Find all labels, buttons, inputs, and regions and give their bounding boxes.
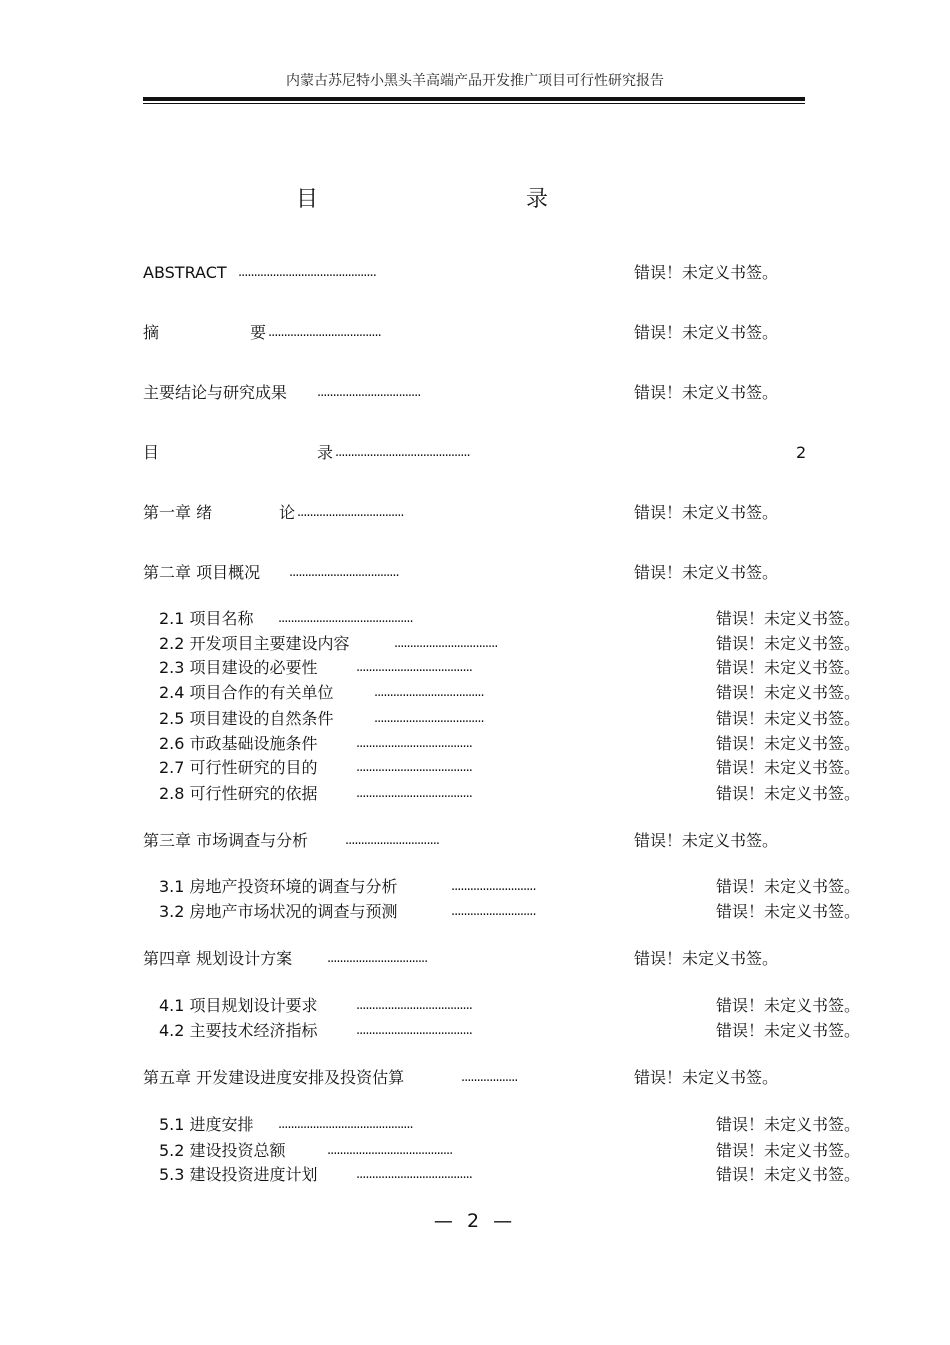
toc-page-ref: 错误！未定义书签。 [634, 503, 779, 522]
toc-leader-dots: ................................... [374, 711, 484, 726]
toc-leader-dots: .................. [461, 1070, 518, 1085]
toc-page-ref: 错误！未定义书签。 [716, 1115, 861, 1134]
toc-leader-dots: ........................................ [327, 1143, 453, 1158]
toc-leader-dots: ................................... [289, 565, 399, 580]
toc-entry-label: 5.2 建设投资总额 [159, 1141, 286, 1160]
header-rule-thick [143, 97, 805, 101]
toc-page-ref: 错误！未定义书签。 [634, 563, 779, 582]
toc-entry-label: 2.8 可行性研究的依据 [159, 784, 318, 803]
toc-entry-label: ABSTRACT [143, 263, 227, 282]
toc-page-ref: 错误！未定义书签。 [634, 1068, 779, 1087]
toc-page-ref: 错误！未定义书签。 [716, 734, 861, 753]
toc-entry-label: 2.2 开发项目主要建设内容 [159, 634, 350, 653]
toc-leader-dots: ..................................... [356, 760, 472, 775]
toc-leader-dots: ..................................... [356, 786, 472, 801]
toc-entry-label: 第四章 规划设计方案 [143, 949, 293, 968]
toc-page-ref: 错误！未定义书签。 [716, 902, 861, 921]
toc-entry-label: 5.3 建设投资进度计划 [159, 1165, 318, 1184]
toc-page-ref: 2 [796, 443, 807, 462]
toc-leader-dots: ..................................... [356, 998, 472, 1013]
toc-leader-dots: ..................................... [356, 660, 472, 675]
toc-entry-label: 第五章 开发建设进度安排及投资估算 [143, 1068, 405, 1087]
toc-page-ref: 错误！未定义书签。 [634, 949, 779, 968]
toc-leader-dots: ................................... [374, 685, 484, 700]
toc-entry-label: 主要结论与研究成果 [143, 383, 288, 402]
toc-leader-dots: ..................................... [356, 1167, 472, 1182]
toc-leader-dots: ........................................... [278, 611, 413, 626]
toc-leader-dots: .............................. [345, 833, 439, 848]
toc-leader-dots: ............................................ [238, 265, 376, 280]
toc-page-ref: 错误！未定义书签。 [716, 996, 861, 1015]
toc-page-ref: 错误！未定义书签。 [634, 831, 779, 850]
toc-page-ref: 错误！未定义书签。 [716, 658, 861, 677]
toc-page-ref: 错误！未定义书签。 [716, 1165, 861, 1184]
toc-page-ref: 错误！未定义书签。 [716, 634, 861, 653]
toc-leader-dots: ........................................... [278, 1117, 413, 1132]
page-number: — 2 — [433, 1210, 517, 1232]
toc-leader-dots: ........................... [451, 904, 536, 919]
toc-page-ref: 错误！未定义书签。 [634, 383, 779, 402]
toc-entry-label: 2.1 项目名称 [159, 609, 254, 628]
toc-title-part2: 录 [526, 187, 549, 212]
toc-page-ref: 错误！未定义书签。 [634, 323, 779, 342]
toc-entry-label: 3.1 房地产投资环境的调查与分析 [159, 877, 398, 896]
toc-page-ref: 错误！未定义书签。 [716, 1021, 861, 1040]
toc-entry-label: 摘 [143, 323, 160, 342]
toc-entry-label-part2: 录 [317, 443, 334, 462]
toc-leader-dots: ..................................... [356, 736, 472, 751]
toc-entry-label: 2.4 项目合作的有关单位 [159, 683, 334, 702]
toc-page-ref: 错误！未定义书签。 [716, 709, 861, 728]
toc-page-ref: 错误！未定义书签。 [716, 1141, 861, 1160]
toc-leader-dots: .................................... [268, 325, 381, 340]
running-header: 内蒙古苏尼特小黑头羊高端产品开发推广项目可行性研究报告 [286, 73, 664, 89]
toc-page-ref: 错误！未定义书签。 [716, 758, 861, 777]
toc-leader-dots: .................................. [297, 505, 404, 520]
toc-entry-label: 目 [143, 443, 160, 462]
toc-leader-dots: ................................. [394, 636, 498, 651]
toc-entry-label: 4.1 项目规划设计要求 [159, 996, 318, 1015]
toc-page-ref: 错误！未定义书签。 [716, 609, 861, 628]
toc-entry-label: 2.6 市政基础设施条件 [159, 734, 318, 753]
toc-entry-label: 4.2 主要技术经济指标 [159, 1021, 318, 1040]
toc-page-ref: 错误！未定义书签。 [634, 263, 779, 282]
toc-page-ref: 错误！未定义书签。 [716, 877, 861, 896]
toc-leader-dots: ........................... [451, 879, 536, 894]
toc-entry-label-part2: 论 [279, 503, 296, 522]
toc-page-ref: 错误！未定义书签。 [716, 784, 861, 803]
toc-leader-dots: ................................. [317, 385, 421, 400]
toc-entry-label: 2.5 项目建设的自然条件 [159, 709, 334, 728]
toc-entry-label-part2: 要 [250, 323, 267, 342]
toc-leader-dots: ........................................... [335, 445, 470, 460]
toc-entry-label: 2.7 可行性研究的目的 [159, 758, 318, 777]
toc-page-ref: 错误！未定义书签。 [716, 683, 861, 702]
toc-entry-label: 第一章 绪 [143, 503, 213, 522]
toc-entry-label: 5.1 进度安排 [159, 1115, 254, 1134]
toc-title-part1: 目 [296, 187, 319, 212]
toc-entry-label: 第二章 项目概况 [143, 563, 261, 582]
header-rule-thin [143, 103, 805, 104]
toc-entry-label: 2.3 项目建设的必要性 [159, 658, 318, 677]
toc-entry-label: 3.2 房地产市场状况的调查与预测 [159, 902, 398, 921]
toc-entry-label: 第三章 市场调查与分析 [143, 831, 309, 850]
toc-leader-dots: ................................ [327, 951, 428, 966]
toc-leader-dots: ..................................... [356, 1023, 472, 1038]
